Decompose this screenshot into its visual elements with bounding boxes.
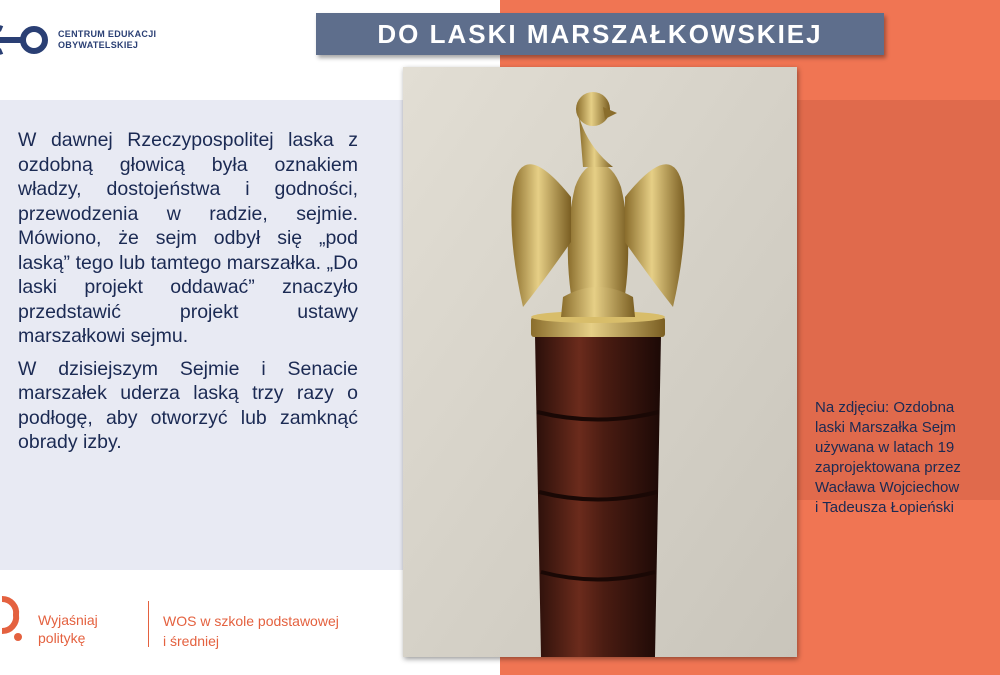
footer-brand-line-1: Wyjaśniaj: [38, 612, 98, 628]
photo-caption: [815, 398, 1000, 518]
caption-line: zaprojektowana przez: [815, 459, 961, 476]
slide-title-box: [316, 13, 884, 55]
caption-line: Wacława Wojciechow: [815, 479, 960, 496]
body-text: [18, 128, 358, 463]
logo-text: [58, 29, 156, 51]
ceo-logo: [0, 22, 156, 58]
wyjasniaj-politykę-logo-icon: [0, 593, 26, 643]
caption-line: laski Marszałka Sejm: [815, 419, 956, 436]
logo-line-2: OBYWATELSKIEJ: [58, 40, 139, 50]
footer-brand-line-2: politykę: [38, 630, 86, 646]
slide-title: DO LASKI MARSZAŁKOWSKIEJ: [377, 18, 823, 49]
footer-brand-text: [38, 611, 98, 647]
logo-line-1: CENTRUM EDUKACJI: [58, 29, 157, 39]
caption-line: i Tadeusza Łopieński: [815, 499, 954, 516]
footer-brand-block: [0, 593, 98, 647]
body-paragraph-1: W dawnej Rzeczypospolitej laska z ozdobną głowicą była oznakiem władzy, dostojeństwa i godności, przewodzenia w radzie, sejmie. Mówiono, że sejm odbył się „pod laską” tego lub tamtego marszałka. „Do laski projekt oddawać” znaczyło przedstawić projekt ustawy marszałkowi sejmu.: [18, 129, 358, 347]
body-paragraph-2: W dzisiejszym Sejmie i Senacie marszałek uderza laską trzy razy o podłogę, aby otworzyć lub zamknąć obrady izby.: [18, 357, 358, 453]
eagle-staff-illustration: [403, 67, 797, 657]
footer-tag-line-2: i średniej: [163, 633, 220, 649]
caption-line: używana w latach 19: [815, 439, 955, 456]
footer-tagline: [163, 611, 339, 651]
footer-tag-line-1: WOS w szkole podstawowej: [163, 613, 339, 629]
eagle-staff-photo: [403, 67, 797, 657]
caption-line: Na zdjęciu: Ozdobna: [815, 399, 955, 416]
ceo-logo-icon: [0, 22, 50, 58]
footer-divider: [148, 601, 149, 647]
